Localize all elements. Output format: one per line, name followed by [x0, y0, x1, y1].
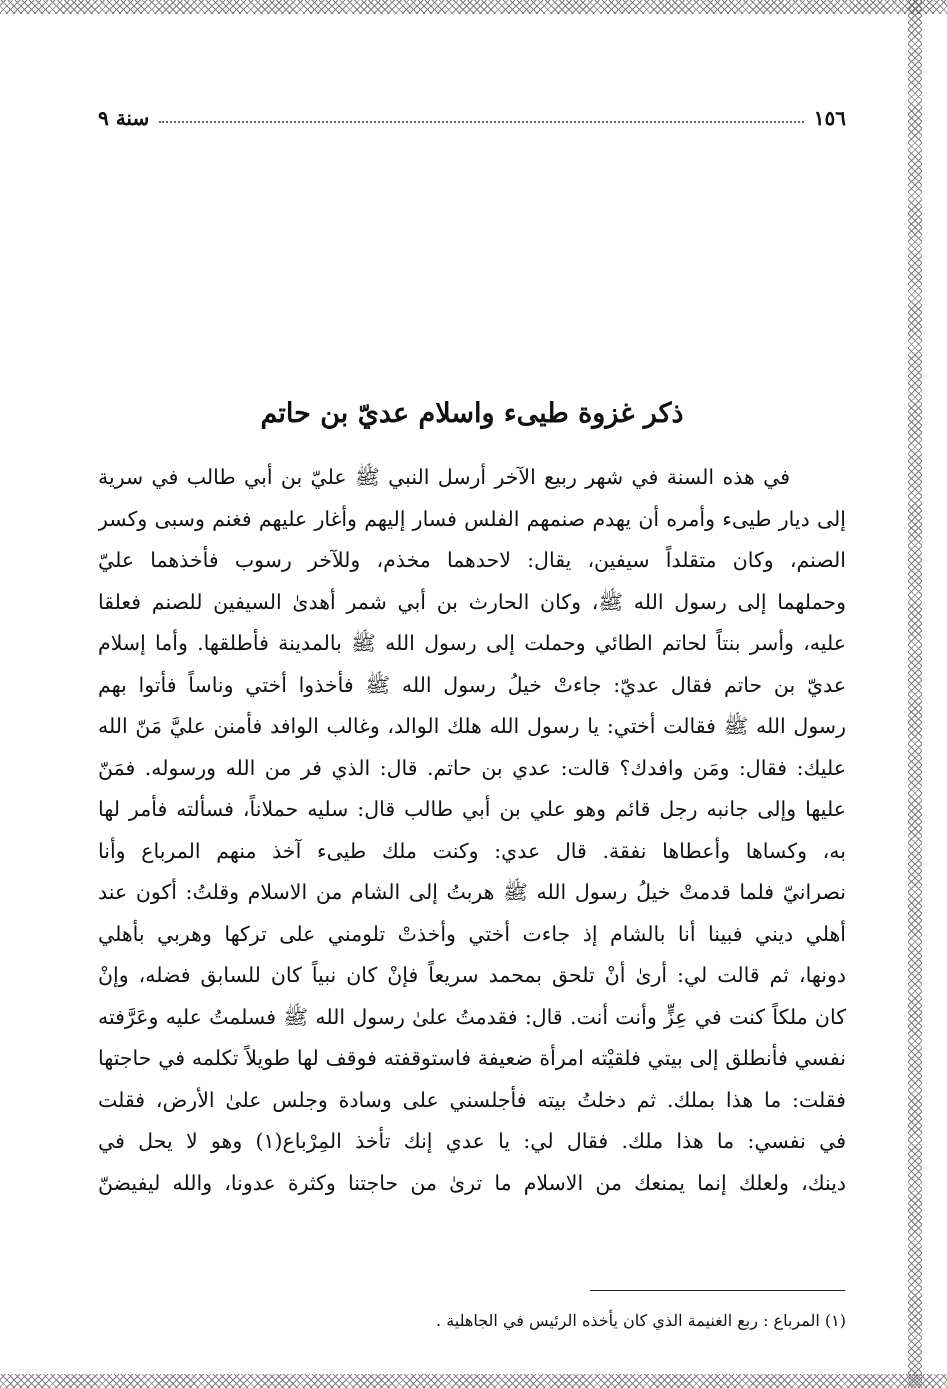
body-text [98, 457, 846, 1204]
text-line: نصرانيّ فلما قدمتْ خيلُ رسول الله ﷺ هربتُ إلى الشام من الاسلام وقلتُ: أكون عند [98, 880, 846, 904]
decorative-border-right [908, 0, 922, 1388]
text-line: كان ملكاً كنت في عِزٍّ وأنت أنت. قال: فقدمتُ علىٰ رسول الله ﷺ فسلمتُ عليه وعَرَّفته [98, 1004, 846, 1029]
text-line: فقلت: ما هذا بملك. ثم دخلتُ بيته فأجلسني على وسادة وجلس علىٰ الأرض، فقلت [98, 1087, 846, 1112]
text-line: إلى ديار طيىء وأمره أن يهدم صنمهم الفلس فسار إليهم وأغار عليهم فغنم وسبى وكسر [98, 506, 846, 531]
text-line: دونها، ثم قالت لي: أرىٰ أنْ تلحق بمحمد سريعاً فإنْ كان نبياً كان للسابق فضله، وإنْ [98, 963, 846, 987]
text-line: في نفسي: ما هذا ملك. فقال لي: يا عدي إنك تأخذ المِرْباع(١) وهو لا يحل في [98, 1129, 846, 1153]
section-year: سنة ٩ [98, 106, 150, 130]
text-line: أهلي ديني فبينا أنا بالشام إذ جاءت أختي وأخذتْ تلومني على تركها وهربي بأهلي [98, 921, 846, 946]
text-line: به، وكساها وأعطاها نفقة. قال عدي: وكنت ملك طيىء آخذ منهم المرباع وأنا [98, 838, 846, 863]
text-line: دينك، ولعلك إنما يمنعك من الاسلام ما ترىٰ من حاجتنا وكثرة عدونا، والله ليفيضنّ [98, 1170, 846, 1195]
text-line: عديّ بن حاتم فقال عديّ: جاءتْ خيلُ رسول الله ﷺ فأخذوا أختي وناساً فأتوا بهم [98, 672, 846, 697]
running-head [98, 96, 846, 130]
text-line: عليك: فقال: ومَن وافدك؟ قالت: عدي بن حاتم. قال: الذي فر من الله ورسوله. فمَنّ [98, 755, 846, 780]
page-number: ١٥٦ [813, 106, 846, 130]
chapter-title: ذكر غزوة طيىء واسلام عديّ بن حاتم [260, 398, 684, 429]
leader-dots [159, 121, 804, 123]
footnote: (١) المرباع : ربع الغنيمة الذي كان يأخذه الرئيس في الجاهلية . [436, 1311, 846, 1330]
decorative-border-top [0, 0, 947, 14]
text-line: الصنم، وكان متقلداً سيفين، يقال: لاحدهما مخذم، وللآخر رسوب فأخذهما عليّ [98, 548, 846, 572]
text-line: عليه، وأسر بنتاً لحاتم الطائي وحملت إلى رسول الله ﷺ بالمدينة فأطلقها. وأما إسلام [98, 631, 846, 655]
text-line: في هذه السنة في شهر ربيع الآخر أرسل النبي ﷺ عليّ بن أبي طالب في سرية [98, 465, 790, 489]
footnote-divider [590, 1290, 845, 1291]
text-line: نفسي فأنطلق إلى بيتي فلقيْته امرأة ضعيفة فاستوقفته فوقف لها طويلاً تكلمه في حاجتها [98, 1046, 846, 1070]
decorative-border-bottom [0, 1374, 947, 1388]
text-line: عليها وإلى جانبه رجل قائم وهو علي بن أبي طالب قال: سليه حملاناً، فسألته فأمر لها [98, 797, 846, 821]
text-line: وحملهما إلى رسول الله ﷺ، وكان الحارث بن أبي شمر أهدىٰ السيفين للصنم فعلقا [98, 589, 846, 614]
text-line: رسول الله ﷺ فقالت أختي: يا رسول الله هلك الوالد، وغالب الوافد فأمنن عليَّ مَنّ الله [98, 714, 846, 738]
